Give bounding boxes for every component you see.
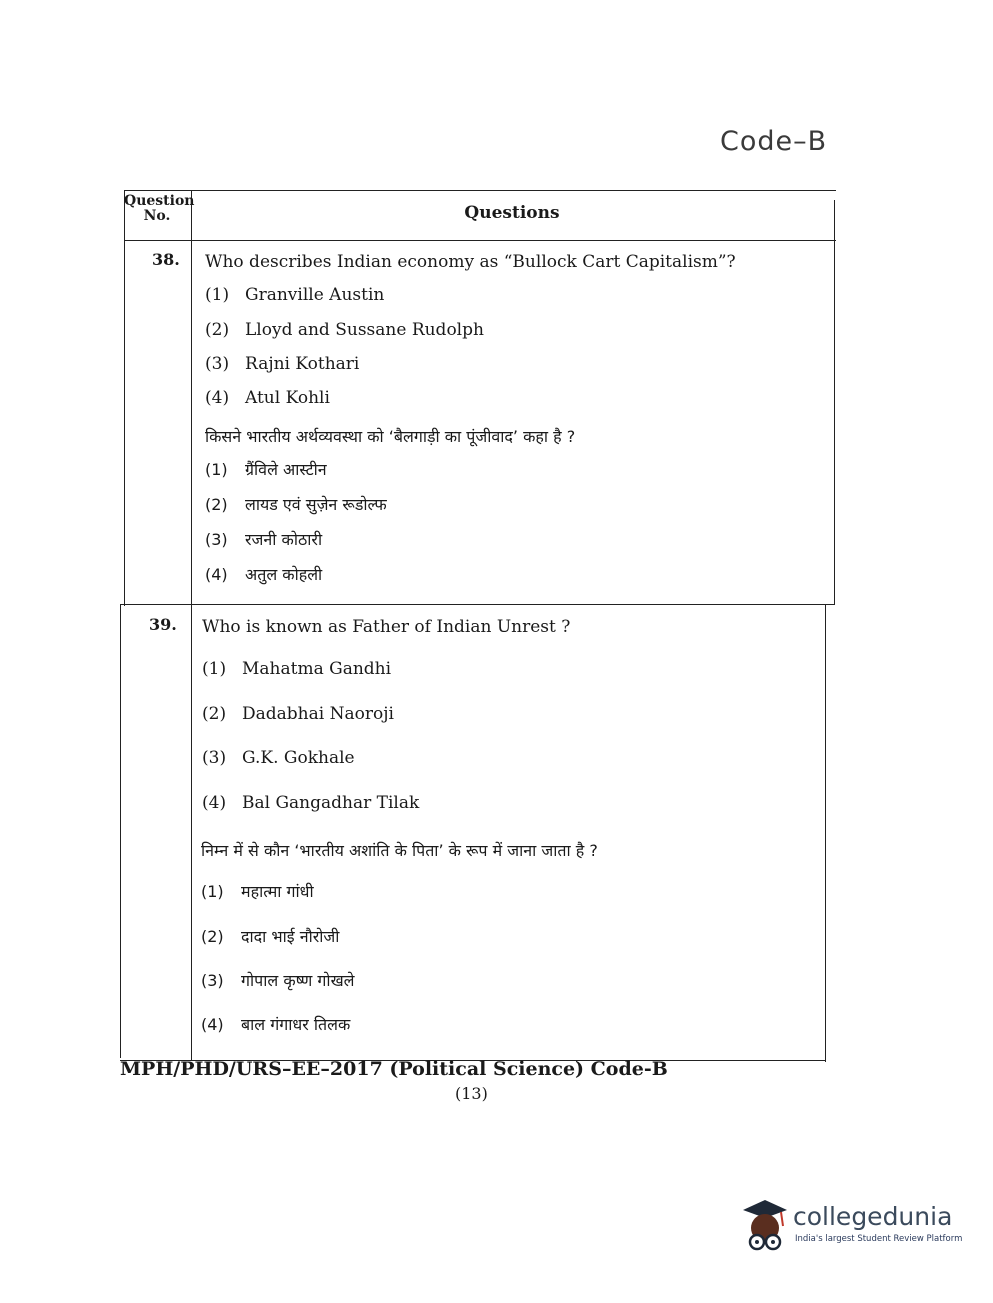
- option-hindi: (1) ग्रैंविले आस्टीन: [205, 460, 327, 479]
- question-text-english: Who describes Indian economy as “Bullock Cart Capitalism”?: [205, 252, 736, 272]
- exam-footer: MPH/PHD/URS–EE–2017 (Political Science) Code-B: [120, 1058, 668, 1080]
- question-number: 39.: [149, 615, 177, 634]
- logo-tagline: India's largest Student Review Platform: [795, 1234, 963, 1244]
- code-label: Code–B: [720, 126, 828, 157]
- option-english: (2) Dadabhai Naoroji: [202, 704, 394, 724]
- option-hindi: (2) दादा भाई नौरोजी: [201, 927, 340, 946]
- column-header-questions: Questions: [464, 203, 560, 223]
- question-text-english: Who is known as Father of Indian Unrest ?: [202, 617, 571, 637]
- option-hindi: (4) बाल गंगाधर तिलक: [201, 1015, 351, 1034]
- option-hindi: (4) अतुल कोहली: [205, 565, 323, 584]
- option-english: (1) Granville Austin: [205, 285, 385, 305]
- option-hindi: (2) लायड एवं सुज़ेन रूडोल्फ: [205, 495, 387, 514]
- mascot-icon: [735, 1198, 793, 1256]
- option-english: (4) Bal Gangadhar Tilak: [202, 793, 420, 813]
- column-header-question-no: Question No.: [124, 193, 195, 224]
- logo-wordmark: collegedunia: [793, 1202, 953, 1231]
- option-english: (3) Rajni Kothari: [205, 354, 360, 374]
- question-text-hindi: किसने भारतीय अर्थव्यवस्था को ‘बैलगाड़ी का पूंजीवाद’ कहा है ?: [205, 427, 576, 446]
- page-number: (13): [455, 1084, 488, 1103]
- option-hindi: (3) गोपाल कृष्ण गोखले: [201, 971, 355, 990]
- option-hindi: (1) महात्मा गांधी: [201, 882, 314, 901]
- collegedunia-logo: [735, 1198, 963, 1260]
- option-english: (2) Lloyd and Sussane Rudolph: [205, 320, 484, 340]
- question-number: 38.: [152, 250, 180, 269]
- option-english: (1) Mahatma Gandhi: [202, 659, 392, 679]
- question-text-hindi: निम्न में से कौन ‘भारतीय अशांति के पिता’ के रूप में जाना जाता है ?: [201, 841, 598, 860]
- option-english: (3) G.K. Gokhale: [202, 748, 355, 768]
- option-english: (4) Atul Kohli: [205, 388, 330, 408]
- option-hindi: (3) रजनी कोठारी: [205, 530, 323, 549]
